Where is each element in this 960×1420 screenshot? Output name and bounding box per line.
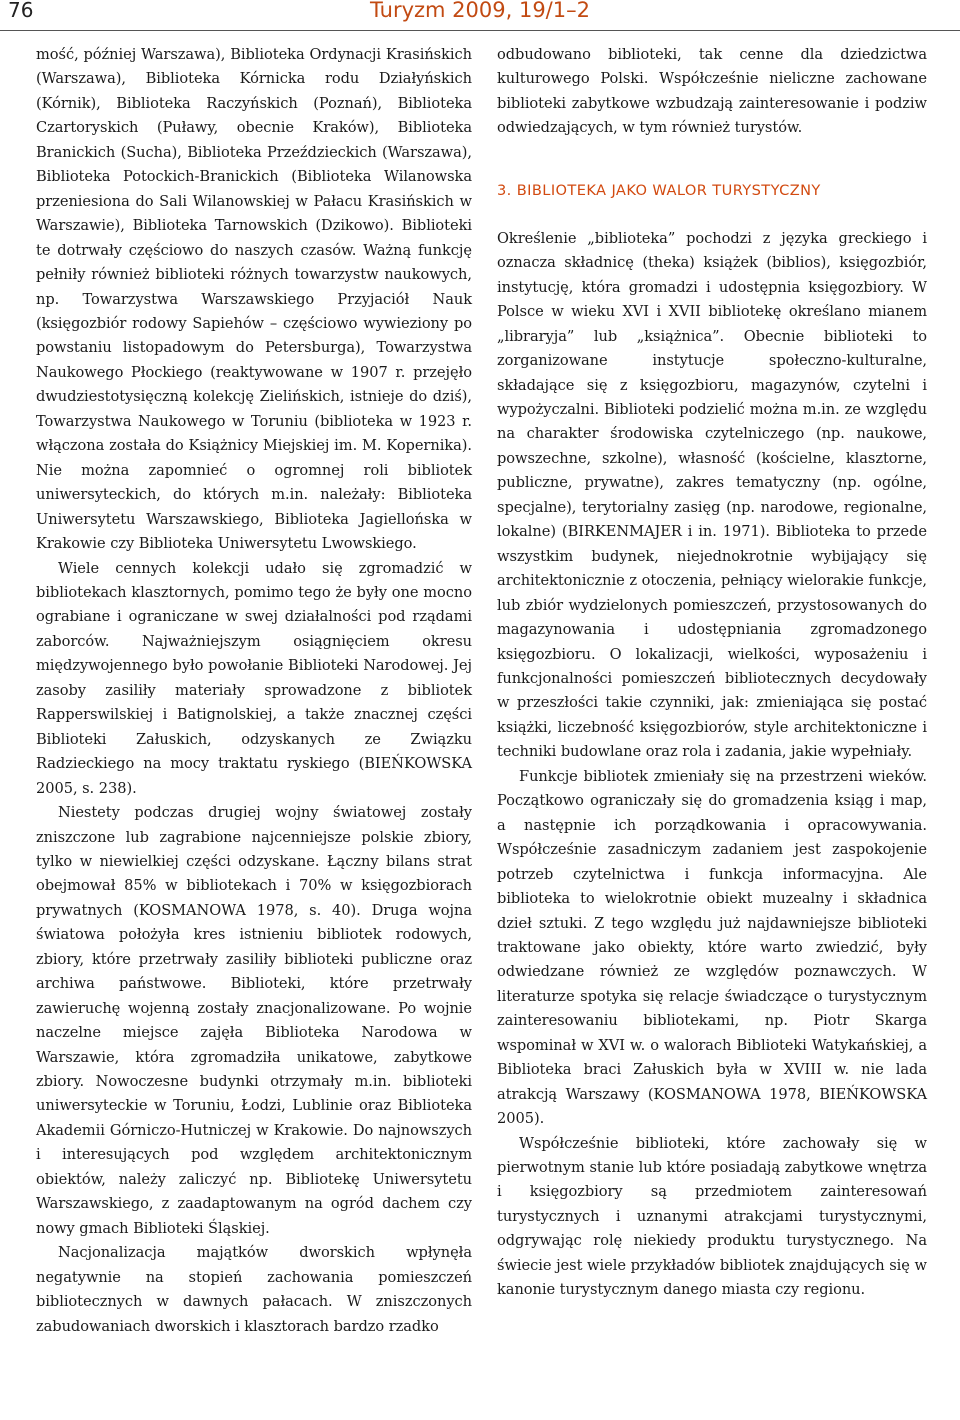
paragraph: Określenie „biblioteka” pochodzi z języka greckiego i oznacza składnicę (theka) książek (biblios), księgozbiór, instytucję, która gromadzi i udostępnia księgozbiory. W Polsce w wieku XVI i XVII bibliotekę określano mianem „libraryja” lub „książnica”. Obecnie biblioteki to zorganizowane instytucje społeczno-kulturalne, składające się z księgozbioru, magazynów, czytelni i wypożyczalni. Biblioteki podzielić można m.in. ze względu na charakter środowiska czytelniczego (np. naukowe, powszechne, szkolne), własność (kościelne, klasztorne, publiczne, prywatne), zakres tematyczny (np. ogólne, specjalne), terytorialny zasięg (np. narodowe, regionalne, lokalne) (BIRKENMAJER i in. 1971). Biblioteka to przede wszystkim budynek, niejednokrotnie wybijający się architektonicznie z otoczenia, pełniący wielorakie funkcje, lub zbiór wydzielonych pomieszczeń, przystosowanych do magazynowania i udostępniania zgromadzonego księgozbioru. O lokalizacji, wielkości, wyposażeniu i funkcjonalności pomieszczeń bibliotecznych decydowały w przeszłości takie czynniki, jak: zmieniająca się postać książki, liczebność księgozbiorów, style architektoniczne i techniki budowlane oraz rola i zadania, jakie wypełniały. [497, 229, 927, 761]
paragraph: Współcześnie biblioteki, które zachowały się w pierwotnym stanie lub które posiadają zabytkowe wnętrza i księgozbiory są przedmiotem zainteresowań turystycznych i uznanymi atrakcjami turystycznymi, odgrywając rolę niekiedy produktu turystycznego. Na świecie jest wiele przykładów bibliotek znajdujących się w kanonie turystycznym danego miasta czy regionu. [497, 1134, 927, 1299]
paragraph: odbudowano biblioteki, tak cenne dla dziedzictwa kulturowego Polski. Współcześnie nieliczne zachowane biblioteki zabytkowe wzbudzają zainteresowanie i podziw odwiedzających, w tym również turystów. [497, 46, 927, 137]
paragraph: Nacjonalizacja majątków dworskich wpłynęła negatywnie na stopień zachowania pomieszczeń bibliotecznych w dawnych pałacach. W zniszczonych zabudowaniach dworskich i klasztorach bardzo rzadko [36, 1244, 472, 1335]
left-column [36, 43, 472, 1339]
page-header [0, 0, 960, 31]
paragraph: Niestety podczas drugiej wojny światowej zostały zniszczone lub zagrabione najcenniejsze polskie zbiory, tylko w niewielkiej części odzyskane. Łączny bilans strat obejmował 85% w bibliotekach i 70% w księgozbiorach prywatnych (KOSMANOWA 1978, s. 40). Druga wojna światowa położyła kres istnieniu bibliotek rodowych, zbiory, które przetrwały zasiliły biblioteki publiczne oraz archiwa państwowe. Biblioteki, które przetrwały zawieruchę wojenną zostały znacjonalizowane. Po wojnie naczelne miejsce zajęła Biblioteka Narodowa w Warszawie, która zgromadziła unikatowe, zabytkowe zbiory. Nowoczesne budynki otrzymały m.in. biblioteki uniwersyteckie w Toruniu, Łodzi, Lublinie oraz Biblioteka Akademii Górniczo-Hutniczej w Krakowie. Do najnowszych i interesujących pod względem architektonicznym obiektów, należy zaliczyć np. Bibliotekę Uniwersytetu Warszawskiego, z zaadaptowanym na ogród dachem czy nowy gmach Biblioteki Śląskiej. [36, 804, 472, 1237]
page-number: 76 [8, 0, 34, 22]
journal-title: Turyzm 2009, 19/1–2 [370, 0, 590, 22]
paragraph: Funkcje bibliotek zmieniały się na przestrzeni wieków. Początkowo ograniczały się do gromadzenia ksiąg i map, a następnie ich porządkowania i opracowywania. Współcześnie zasadniczym zadaniem jest zaspokojenie potrzeb czytelnictwa i funkcja informacyjna. Ale biblioteka to wielokrotnie obiekt muzealny i składnica dzieł sztuki. Z tego względu już najdawniejsze biblioteki traktowane jako obiekty, które warto zwiedzić, były odwiedzane również ze względów poznawczych. W literaturze spotyka się relacje świadczące o turystycznym zainteresowaniu bibliotekami, np. Piotr Skarga wspominał w XVI w. o walorach Biblioteki Watykańskiej, a Biblioteka braci Załuskich była w XVIII w. nie lada atrakcją Warszawy (KOSMANOWA 1978, BIEŃKOWSKA 2005). [497, 767, 927, 1128]
paragraph: Wiele cennych kolekcji udało się zgromadzić w bibliotekach klasztornych, pomimo tego że były one mocno ograbiane i ograniczane w swej działalności pod rządami zaborców. Najważniejszym osiągnięciem okresu międzywojennego było powołanie Biblioteki Narodowej. Jej zasoby zasiliły materiały sprowadzone z bibliotek Rapperswilskiej i Batignolskiej, a także znacznej części Biblioteki Załuskich, odzyskanych ze Związku Radzieckiego na mocy traktatu ryskiego (BIEŃKOWSKA 2005, s. 238). [36, 559, 472, 797]
paragraph: mość, później Warszawa), Biblioteka Ordynacji Krasińskich (Warszawa), Biblioteka Kórnicka rodu Działyńskich (Kórnik), Biblioteka Raczyńskich (Poznań), Biblioteka Czartoryskich (Puławy, obecnie Kraków), Biblioteka Branickich (Sucha), Biblioteka Przeździeckich (Warszawa), Biblioteka Potockich-Branickich (Biblioteka Wilanowska przeniesiona do Sali Wilanowskiej w Pałacu Krasińskich w Warszawie), Biblioteka Tarnowskich (Dzikowo). Biblioteki te dotrwały częściowo do naszych czasów. Ważną funkcję pełniły również biblioteki różnych towarzystw naukowych, np. Towarzystwa Warszawskiego Przyjaciół Nauk (księgozbiór rodowy Sapiehów – częściowo wywieziony po powstaniu listopadowym do Petersburga), Towarzystwa Naukowego Płockiego (reaktywowane w 1907 r. przejęło dwudziestotysięczną kolekcję Zielińskich, istnieje do dziś), Towarzystwa Naukowego w Toruniu (biblioteka w 1923 r. włączona została do Książnicy Miejskiej im. M. Kopernika). Nie można zapomnieć o ogromnej roli bibliotek uniwersyteckich, do których m.in. należały: Biblioteka Uniwersytetu Warszawskiego, Biblioteka Jagiellońska w Krakowie czy Biblioteka Uniwersytetu Lwowskiego. [36, 46, 472, 553]
section-heading: 3. BIBLIOTEKA JAKO WALOR TURYSTYCZNY [497, 181, 821, 199]
right-column [497, 43, 927, 1303]
